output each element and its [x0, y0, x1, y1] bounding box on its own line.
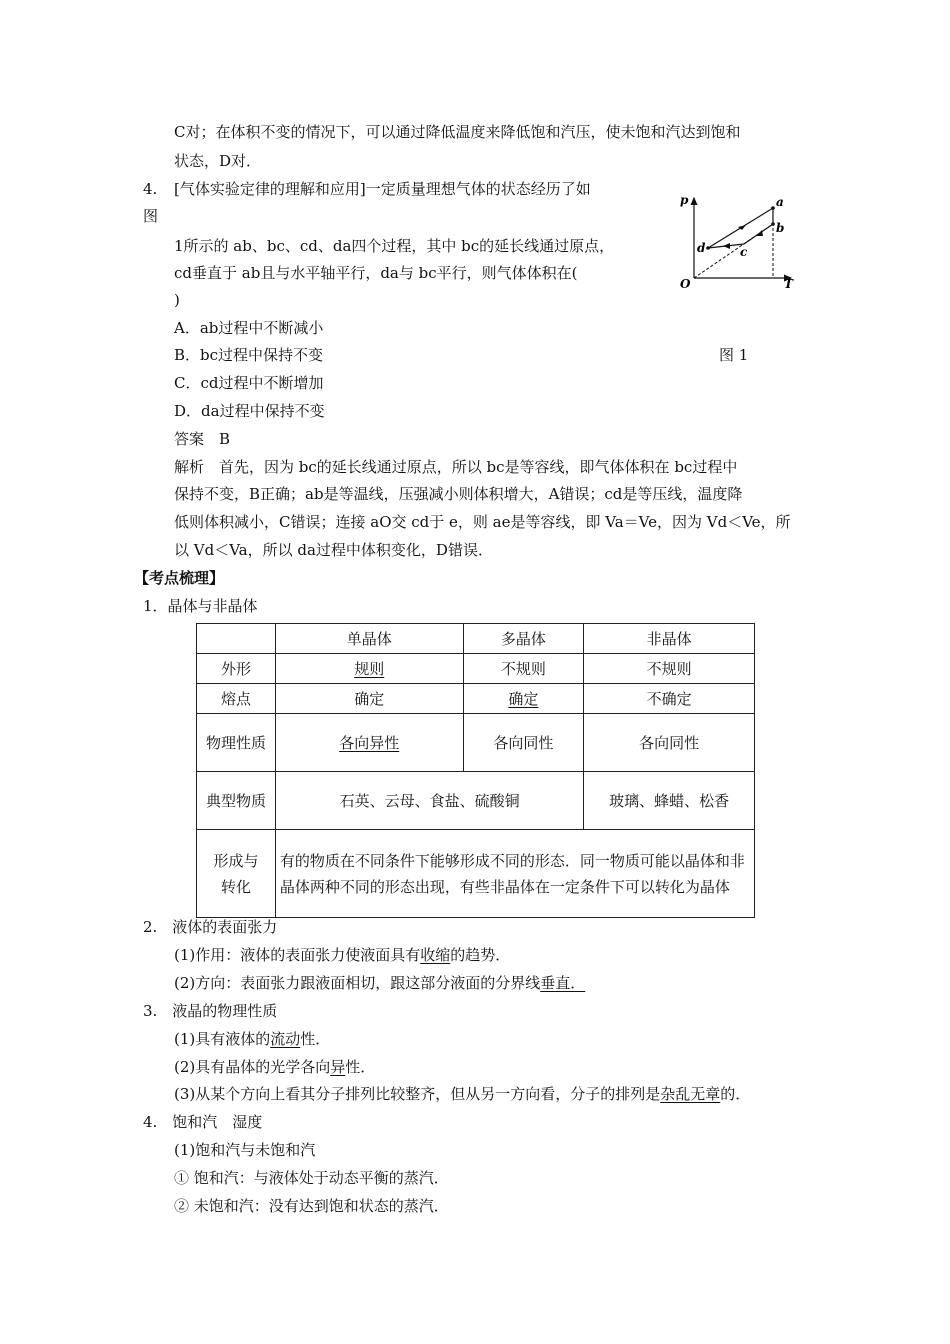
text: (2)方向：表面张力跟液面相切，跟这部分液面的分界线: [174, 974, 541, 992]
table-cell: 确定: [275, 684, 463, 714]
table-header-row: [197, 624, 755, 654]
text: (3)从某个方向上看其分子排列比较整齐，但从另一方向看，分子的排列是: [174, 1085, 661, 1103]
row-label: 典型物质: [197, 772, 276, 830]
table-header: 非晶体: [584, 624, 755, 654]
table-cell: 石英、云母、食盐、硫酸铜: [275, 772, 583, 830]
table-cell: 有的物质在不同条件下能够形成不同的形态．同一物质可能以晶体和非晶体两种不同的形态出现，有些非晶体在一定条件下可以转化为晶体: [275, 830, 754, 918]
label-d: d: [697, 241, 706, 255]
table-cell: [275, 714, 463, 772]
figure-caption: 图 1: [719, 346, 749, 364]
question-line: 1所示的 ab、bc、cd、da四个过程，其中 bc的延长线通过原点，: [174, 237, 615, 255]
table-cell: 各向同性: [463, 714, 584, 772]
table-cell: 各向同性: [584, 714, 755, 772]
underlined-answer: 流动: [270, 1030, 301, 1048]
underlined-answer: 垂直．: [540, 974, 586, 992]
table-row: [197, 772, 755, 830]
item3-title: 3. 液晶的物理性质: [143, 1002, 278, 1020]
table-cell: [275, 654, 463, 684]
text: (1)作用：液体的表面张力使液面具有: [174, 946, 421, 964]
underlined-answer: 收缩: [420, 946, 451, 964]
item4-line: ② 未饱和汽：没有达到饱和状态的蒸汽．: [174, 1197, 449, 1215]
analysis-line: 保持不变，B正确；ab是等温线，压强减小则体积增大，A错误；cd是等压线，温度降: [174, 485, 743, 503]
label-b: b: [776, 221, 785, 235]
question-line: 图: [143, 207, 159, 225]
text: 性．: [300, 1030, 331, 1048]
review-heading: 【考点梳理】: [134, 569, 225, 587]
underlined-answer: 确定: [508, 689, 539, 708]
item4-title: 4. 饱和汽 湿度: [143, 1113, 263, 1131]
table-cell: 不规则: [584, 654, 755, 684]
label-p: p: [680, 193, 689, 207]
underlined-answer: 杂乱无章: [660, 1085, 721, 1103]
row-label: 熔点: [197, 684, 276, 714]
arrow-cd: [723, 243, 730, 249]
option-a: A．ab过程中不断减小: [174, 319, 324, 337]
arrow-bc: [756, 230, 763, 236]
text: (2)具有晶体的光学各向: [174, 1058, 331, 1076]
analysis-line: 解析 首先，因为 bc的延长线通过原点，所以 bc是等容线，即气体体积在 bc过程中: [174, 458, 738, 476]
table-header: 单晶体: [275, 624, 463, 654]
row-label: 形成与转化: [197, 830, 276, 918]
text: 的趋势．: [450, 946, 511, 964]
item3-line2: [174, 1056, 375, 1078]
item3-line1: [174, 1028, 330, 1050]
item3-line3: [174, 1083, 750, 1105]
table-row: [197, 654, 755, 684]
table-cell: 玻璃、蜂蜡、松香: [584, 772, 755, 830]
table-row: [197, 684, 755, 714]
item4-line: (1)饱和汽与未饱和汽: [174, 1141, 316, 1159]
label-a: a: [776, 195, 784, 209]
analysis-line: 以 Vd＜Va，所以 da过程中体积变化，D错误．: [174, 541, 493, 559]
text: (1)具有液体的: [174, 1030, 271, 1048]
point-b: [771, 222, 775, 226]
underlined-answer: 规则: [354, 659, 385, 678]
text: 的．: [720, 1085, 751, 1103]
question-line: [气体实验定律的理解和应用]一定质量理想气体的状态经历了如: [174, 180, 591, 198]
answer: 答案 B: [174, 430, 231, 448]
crystal-table: [196, 623, 755, 918]
option-d: D．da过程中保持不变: [174, 402, 325, 420]
table-header: 多晶体: [463, 624, 584, 654]
label-c: c: [740, 245, 748, 259]
table-cell: 不确定: [584, 684, 755, 714]
point-a: [771, 206, 775, 210]
item2-line2: [174, 972, 585, 994]
label-T: T: [784, 277, 793, 290]
item4-line: ① 饱和汽：与液体处于动态平衡的蒸汽．: [174, 1169, 449, 1187]
item2-title: 2. 液体的表面张力: [143, 918, 278, 936]
question-line: cd垂直于 ab且与水平轴平行，da与 bc平行，则气体体积在(: [174, 264, 578, 282]
table-cell: [463, 684, 584, 714]
underlined-answer: 异: [330, 1058, 346, 1076]
option-b: B．bc过程中保持不变: [174, 346, 324, 364]
row-label: 物理性质: [197, 714, 276, 772]
table-row: [197, 830, 755, 918]
pt-diagram: [676, 190, 806, 290]
underlined-answer: 各向异性: [339, 733, 400, 752]
analysis-line: 低则体积减小，C错误；连接 aO交 cd于 e，则 ae是等容线，即 Va＝Ve，因为 Vd＜Ve，所: [174, 513, 791, 531]
table-cell: 不规则: [463, 654, 584, 684]
point-d: [706, 246, 710, 250]
item1-title: 1．晶体与非晶体: [143, 597, 258, 615]
question-line: ): [174, 291, 180, 309]
text: 性．: [345, 1058, 376, 1076]
item2-line1: [174, 944, 510, 966]
row-label: 外形: [197, 654, 276, 684]
paragraph-line: 状态，D对．: [174, 152, 262, 170]
question-number: 4.: [143, 180, 158, 198]
table-cell: [197, 624, 276, 654]
table-row: [197, 714, 755, 772]
option-c: C．cd过程中不断增加: [174, 374, 324, 392]
paragraph-line: C对；在体积不变的情况下，可以通过降低温度来降低饱和汽压，使未饱和汽达到饱和: [174, 123, 741, 141]
label-O: O: [680, 277, 691, 290]
